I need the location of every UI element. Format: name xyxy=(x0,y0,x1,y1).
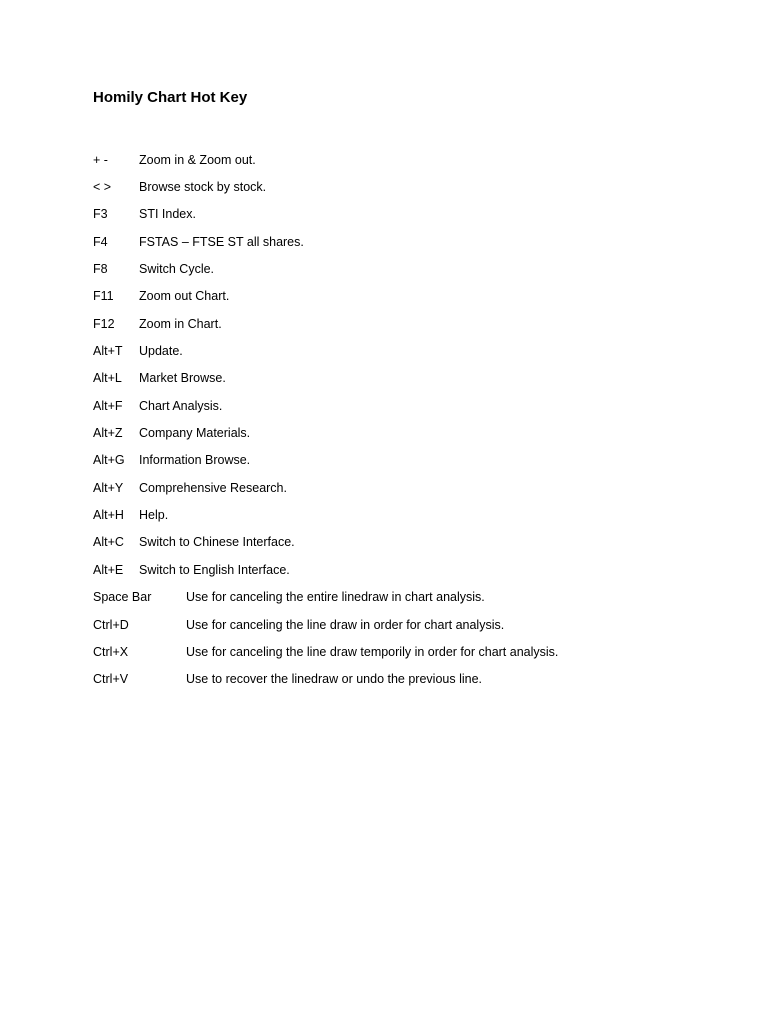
hotkey-description: Information Browse. xyxy=(139,453,251,468)
hotkey-row xyxy=(93,310,693,337)
hotkey-row xyxy=(93,501,693,528)
hotkey-description: Chart Analysis. xyxy=(139,398,223,413)
hotkey-description: FSTAS – FTSE ST all shares. xyxy=(139,234,304,249)
hotkey-row xyxy=(93,173,693,200)
hotkey-key: Ctrl+X xyxy=(93,644,129,659)
hotkey-row xyxy=(93,228,693,255)
hotkey-row xyxy=(93,365,693,392)
hotkey-description: Use for canceling the line draw temporily in order for chart analysis. xyxy=(186,644,559,659)
hotkey-description: Switch Cycle. xyxy=(139,262,215,277)
hotkey-key: Ctrl+V xyxy=(93,672,129,687)
hotkey-description: Switch to Chinese Interface. xyxy=(139,535,295,550)
hotkey-row xyxy=(93,146,693,173)
hotkey-row xyxy=(93,474,693,501)
hotkey-description: Use for canceling the line draw in order for chart analysis. xyxy=(186,617,505,632)
hotkey-key: F4 xyxy=(93,234,108,249)
hotkey-key: F3 xyxy=(93,207,108,222)
hotkey-description: Market Browse. xyxy=(139,371,226,386)
hotkey-key: + - xyxy=(93,152,108,167)
hotkey-row xyxy=(93,529,693,556)
hotkey-key: F11 xyxy=(93,289,114,304)
hotkey-row xyxy=(93,666,693,693)
hotkey-key: F8 xyxy=(93,262,108,277)
hotkey-key: F12 xyxy=(93,316,115,331)
hotkey-key: < > xyxy=(93,180,112,195)
document-title: Homily Chart Hot Key xyxy=(93,89,248,106)
hotkey-row xyxy=(93,638,693,665)
hotkey-description: Comprehensive Research. xyxy=(139,480,287,495)
hotkey-key: Alt+T xyxy=(93,344,123,359)
hotkey-list xyxy=(93,146,693,693)
hotkey-key: Alt+Z xyxy=(93,426,123,441)
hotkey-description: Company Materials. xyxy=(139,426,251,441)
hotkey-key: Alt+F xyxy=(93,398,123,413)
hotkey-description: Zoom out Chart. xyxy=(139,289,230,304)
hotkey-description: Help. xyxy=(139,508,169,523)
hotkey-key: Alt+Y xyxy=(93,480,124,495)
hotkey-description: Switch to English Interface. xyxy=(139,562,290,577)
hotkey-row xyxy=(93,611,693,638)
hotkey-row xyxy=(93,392,693,419)
hotkey-row xyxy=(93,283,693,310)
hotkey-key: Ctrl+D xyxy=(93,617,129,632)
hotkey-row xyxy=(93,419,693,446)
hotkey-description: Zoom in & Zoom out. xyxy=(139,152,256,167)
hotkey-description: Update. xyxy=(139,344,183,359)
hotkey-description: Zoom in Chart. xyxy=(139,316,222,331)
hotkey-row xyxy=(93,337,693,364)
hotkey-row xyxy=(93,201,693,228)
hotkey-row xyxy=(93,255,693,282)
hotkey-key: Alt+H xyxy=(93,508,124,523)
hotkey-description: Use for canceling the entire linedraw in chart analysis. xyxy=(186,590,485,605)
hotkey-row xyxy=(93,556,693,583)
hotkey-key: Alt+C xyxy=(93,535,124,550)
hotkey-description: Use to recover the linedraw or undo the previous line. xyxy=(186,672,482,687)
hotkey-key: Alt+G xyxy=(93,453,125,468)
hotkey-key: Space Bar xyxy=(93,590,152,605)
hotkey-key: Alt+L xyxy=(93,371,122,386)
hotkey-description: STI Index. xyxy=(139,207,196,222)
hotkey-description: Browse stock by stock. xyxy=(139,180,267,195)
hotkey-key: Alt+E xyxy=(93,562,124,577)
hotkey-row xyxy=(93,584,693,611)
hotkey-row xyxy=(93,447,693,474)
